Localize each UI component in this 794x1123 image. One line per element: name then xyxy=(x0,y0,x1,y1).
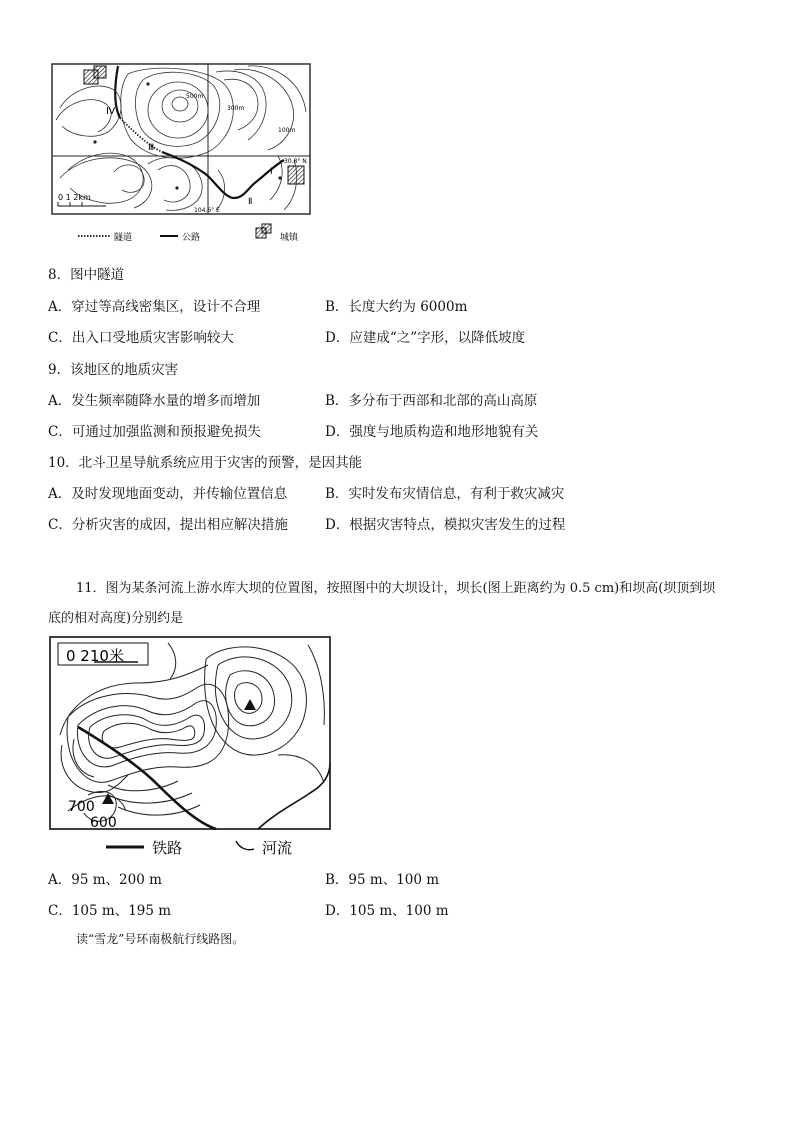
legend-road: 公路 xyxy=(182,233,201,243)
q11-stem-line1: 11．图为某条河流上游水库大坝的位置图，按照图中的大坝设计，坝长(图上距离约为 0.5 cm)和坝高(坝顶到坝 xyxy=(76,581,716,596)
q9-stem: 9．该地区的地质灾害 xyxy=(48,362,179,378)
label-elev-600: 600 xyxy=(90,815,117,831)
contour-map-1-svg xyxy=(48,60,314,250)
q11-option-a[interactable]: A．95 m、200 m xyxy=(48,872,162,888)
q10-option-b[interactable]: B．实时发布灾情信息，有利于救灾减灾 xyxy=(325,486,565,502)
legend-river: 河流 xyxy=(262,839,293,857)
q11-option-c[interactable]: C．105 m、195 m xyxy=(48,903,172,919)
label-region-iii: Ⅲ xyxy=(148,143,155,153)
q10-stem: 10．北斗卫星导航系统应用于灾害的预警，是因其能 xyxy=(48,455,363,471)
q8-stem: 8．图中隧道 xyxy=(48,267,125,283)
contour-map-1 xyxy=(48,60,314,250)
contour-map-2 xyxy=(48,635,338,860)
label-lon: 104.6° E xyxy=(194,207,220,214)
q8-option-a[interactable]: A．穿过等高线密集区，设计不合理 xyxy=(48,299,261,315)
label-lat: 30.8° N xyxy=(284,158,307,165)
legend-town: 城镇 xyxy=(280,233,299,243)
q11-stem-line2: 底的相对高度)分别约是 xyxy=(48,611,184,626)
q9-option-a[interactable]: A．发生频率随降水量的增多而增加 xyxy=(48,393,261,409)
map1-scale: 0 1 2km xyxy=(58,193,91,202)
q10-option-a[interactable]: A．及时发现地面变动，并传输位置信息 xyxy=(48,486,288,502)
label-elev-100: 100m xyxy=(278,127,296,134)
label-elev-300: 300m xyxy=(227,105,245,112)
q10-option-d[interactable]: D．根据灾害特点，模拟灾害发生的过程 xyxy=(325,517,566,533)
q10-option-c[interactable]: C．分析灾害的成因，提出相应解决措施 xyxy=(48,517,288,533)
label-region-iv: Ⅳ xyxy=(106,106,116,117)
q9-option-d[interactable]: D．强度与地质构造和地形地貌有关 xyxy=(325,424,539,440)
q9-option-c[interactable]: C．可通过加强监测和预报避免损失 xyxy=(48,424,261,440)
label-region-ii: Ⅱ xyxy=(248,197,253,207)
label-elev-500: 500m xyxy=(186,93,204,100)
q9-option-b[interactable]: B．多分布于西部和北部的高山高原 xyxy=(325,393,538,409)
label-region-i: Ⅰ xyxy=(270,167,273,177)
map2-scale: 0 210米 xyxy=(66,647,124,665)
q8-option-c[interactable]: C．出入口受地质灾害影响较大 xyxy=(48,330,234,346)
q11-option-b[interactable]: B．95 m、100 m xyxy=(325,872,440,888)
legend-tunnel: 隧道 xyxy=(114,233,133,243)
legend-railway: 铁路 xyxy=(152,839,183,857)
q8-option-d[interactable]: D．应建成“之”字形，以降低坡度 xyxy=(325,330,526,346)
contour-map-2-svg xyxy=(48,635,338,860)
label-elev-700: 700 xyxy=(68,799,95,815)
q11-option-d[interactable]: D．105 m、100 m xyxy=(325,903,449,919)
footer-note: 读“雪龙”号环南极航行线路图。 xyxy=(76,932,245,946)
q8-option-b[interactable]: B．长度大约为 6000m xyxy=(325,299,468,315)
